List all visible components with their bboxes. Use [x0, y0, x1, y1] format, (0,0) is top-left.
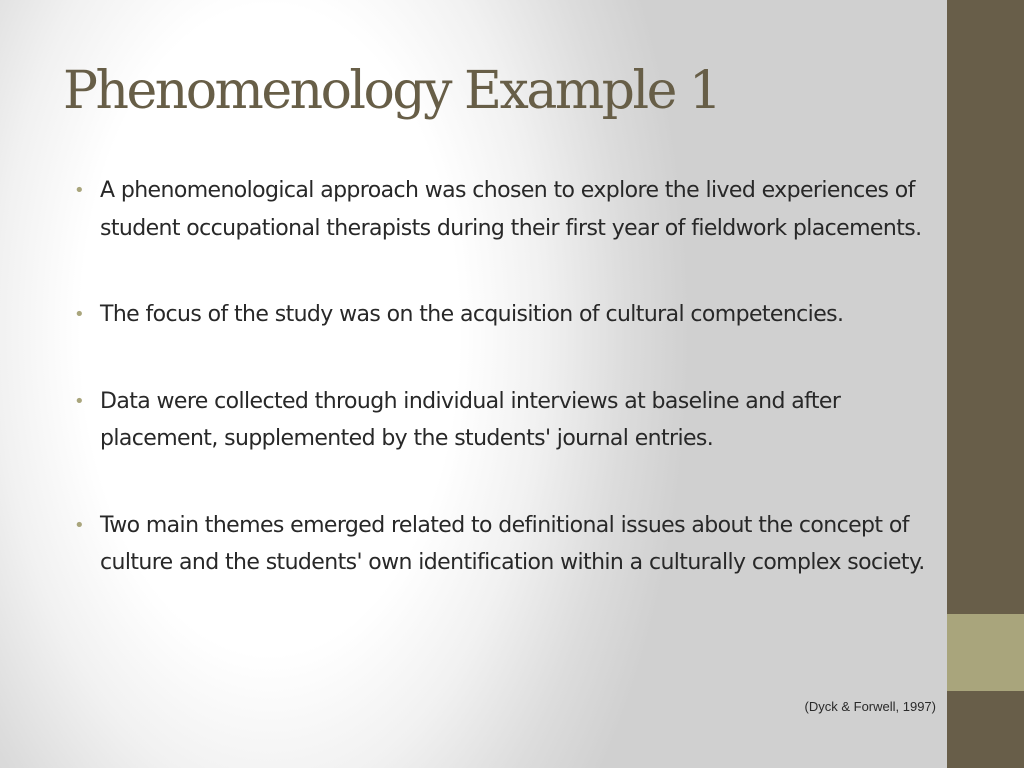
bullet-item	[72, 172, 936, 247]
slide-title: Phenomenology Example 1	[63, 61, 720, 121]
bullet-item	[72, 296, 936, 334]
side-accent-block	[947, 614, 1024, 691]
bullet-text: Data were collected through individual interviews at baseline and after placement, supplemented by the students' journal entries.	[100, 388, 841, 451]
bullet-marker-icon: •	[74, 390, 85, 412]
bullet-text: Two main themes emerged related to definitional issues about the concept of culture and the students' own identification within a culturally complex society.	[100, 512, 925, 575]
bullet-item	[72, 507, 936, 582]
bullet-marker-icon: •	[74, 514, 85, 536]
bullet-text: The focus of the study was on the acquisition of cultural competencies.	[100, 302, 844, 327]
bullet-list	[72, 172, 936, 631]
bullet-marker-icon: •	[74, 180, 85, 201]
citation: (Dyck & Forwell, 1997)	[804, 699, 936, 714]
bullet-marker-icon: •	[74, 304, 85, 325]
bullet-text: A phenomenological approach was chosen to explore the lived experiences of student occupational therapists during their first year of fieldwork placements.	[100, 178, 922, 241]
bullet-item	[72, 383, 936, 458]
